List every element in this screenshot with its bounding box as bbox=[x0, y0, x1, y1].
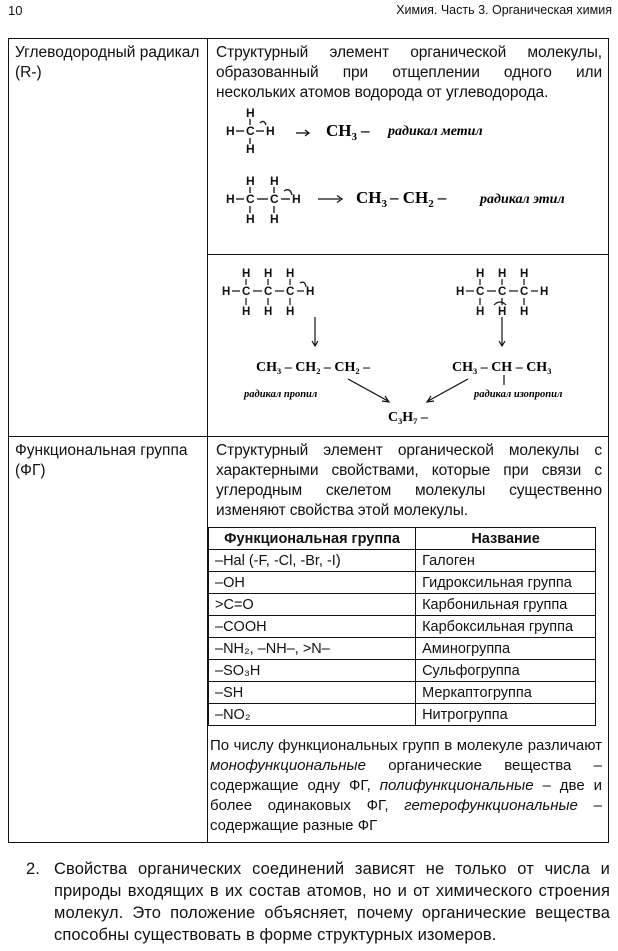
atom-c: C bbox=[242, 286, 251, 298]
fg-formula: >C=O bbox=[209, 594, 416, 616]
fg-formula: –SO₃H bbox=[209, 660, 416, 682]
numbered-paragraph bbox=[26, 858, 610, 946]
atom-h: H bbox=[270, 174, 279, 188]
note-term-poly: полифункциональные bbox=[379, 777, 534, 794]
atom-h: H bbox=[286, 306, 295, 318]
table-row bbox=[209, 638, 596, 660]
fg-name: Карбонильная группа bbox=[416, 594, 596, 616]
atom-h: H bbox=[246, 174, 255, 188]
col-group: Функциональная группа bbox=[209, 528, 416, 550]
table-row bbox=[209, 616, 596, 638]
isopropyl-name: радикал изопропил bbox=[474, 389, 563, 400]
definition-fg: Структурный элемент органической молекулы с характерными свойствами, которые при связи с углеродным скелетом молекулы существенно изменяют свойства этой молекулы. bbox=[216, 442, 602, 519]
atom-h: H bbox=[306, 286, 315, 298]
fg-formula: –NH₂, –NH–, >N– bbox=[209, 638, 416, 660]
table-row bbox=[209, 704, 596, 726]
methyl-ethyl-scheme bbox=[208, 103, 608, 253]
ethyl-name: радикал этил bbox=[480, 192, 565, 207]
atom-h: H bbox=[242, 306, 251, 318]
note-term-hetero: гетерофункциональные bbox=[404, 797, 578, 814]
c3h7-formula: C₃H₇ – bbox=[388, 410, 428, 425]
paragraph-number: 2. bbox=[26, 860, 40, 878]
note-text: – две и более одинаковых ФГ, bbox=[210, 777, 602, 814]
atom-c: C bbox=[246, 192, 255, 206]
note-text: органические вещества – содержащие одну ФГ, bbox=[210, 757, 602, 794]
atom-h: H bbox=[246, 212, 255, 226]
atom-c: C bbox=[246, 124, 255, 138]
propyl-formula: CH₃ – CH₂ – CH₂ – bbox=[256, 360, 371, 375]
fg-name: Карбоксильная группа bbox=[416, 616, 596, 638]
atom-c: C bbox=[264, 286, 273, 298]
table-row bbox=[209, 682, 596, 704]
fg-table-header bbox=[209, 528, 596, 550]
term-cell-fg bbox=[9, 437, 208, 843]
atom-h: H bbox=[520, 268, 529, 280]
definitions-table bbox=[8, 38, 609, 843]
table-row bbox=[209, 572, 596, 594]
fg-name: Галоген bbox=[416, 550, 596, 572]
fg-formula: –SH bbox=[209, 682, 416, 704]
propyl-name: радикал пропил bbox=[244, 389, 318, 400]
atom-h: H bbox=[476, 268, 485, 280]
fg-formula: –COOH bbox=[209, 616, 416, 638]
atom-h: H bbox=[540, 286, 549, 298]
atom-h: H bbox=[264, 268, 273, 280]
atom-h: H bbox=[246, 142, 255, 156]
atom-c: C bbox=[520, 286, 529, 298]
methyl-name: радикал метил bbox=[388, 124, 483, 139]
term-cell-radical bbox=[9, 39, 208, 437]
atom-c: C bbox=[270, 192, 279, 206]
fg-name: Нитрогруппа bbox=[416, 704, 596, 726]
atom-h: H bbox=[498, 306, 507, 318]
definition-cell-fg bbox=[208, 437, 609, 843]
definition-cell-radical bbox=[208, 39, 609, 255]
atom-h: H bbox=[456, 286, 465, 298]
methyl-formula: $CH_3$ – bbox=[326, 121, 370, 143]
paragraph-text: Свойства органических соединений зависят не только от числа и природы входящих в их состав атомов, но и от химического строения молекул. Это положение объясняет, почему органические вещества способны существовать в форме структурных изомеров. bbox=[54, 860, 610, 944]
fg-name: Меркаптогруппа bbox=[416, 682, 596, 704]
atom-c: C bbox=[286, 286, 295, 298]
isopropyl-formula: CH₃ – CH – CH₃ bbox=[452, 360, 552, 375]
running-title: Химия. Часть 3. Органическая химия bbox=[396, 3, 612, 17]
atom-h: H bbox=[226, 124, 235, 138]
fg-name: Гидроксильная группа bbox=[416, 572, 596, 594]
fg-note bbox=[208, 726, 608, 842]
atom-h: H bbox=[264, 306, 273, 318]
atom-h: H bbox=[242, 268, 251, 280]
table-row bbox=[209, 660, 596, 682]
note-text: – содержащие разные ФГ bbox=[210, 797, 603, 834]
atom-h: H bbox=[266, 124, 275, 138]
atom-h: H bbox=[226, 192, 235, 206]
atom-c: C bbox=[498, 286, 507, 298]
atom-h: H bbox=[476, 306, 485, 318]
atom-h: H bbox=[286, 268, 295, 280]
ethyl-formula: $CH_3 - CH_2$ – bbox=[356, 188, 447, 210]
atom-h: H bbox=[270, 212, 279, 226]
fg-formula: –OH bbox=[209, 572, 416, 594]
atom-c: C bbox=[476, 286, 485, 298]
fg-formula: –Hal (-F, -Cl, -Br, -I) bbox=[209, 550, 416, 572]
atom-h: H bbox=[246, 106, 255, 120]
page-number: 10 bbox=[8, 3, 23, 18]
col-name: Название bbox=[416, 528, 596, 550]
atom-h: H bbox=[292, 192, 301, 206]
page-header bbox=[4, 2, 614, 20]
fg-name: Сульфогруппа bbox=[416, 660, 596, 682]
fg-formula: –NO₂ bbox=[209, 704, 416, 726]
functional-groups-table bbox=[208, 527, 596, 726]
definition-radical: Структурный элемент органической молекулы, образованный при отщеплении одного или нескольких атомов водорода от углеводорода. bbox=[216, 44, 602, 101]
fg-name: Аминогруппа bbox=[416, 638, 596, 660]
term-radical: Углеводородный радикал (R-) bbox=[15, 44, 200, 81]
propyl-isopropyl-scheme bbox=[208, 255, 608, 435]
atom-h: H bbox=[498, 268, 507, 280]
note-term-mono: монофункциональные bbox=[210, 757, 366, 774]
table-row bbox=[209, 550, 596, 572]
atom-h: H bbox=[222, 286, 231, 298]
term-fg: Функциональная группа (ФГ) bbox=[15, 442, 188, 479]
atom-h: H bbox=[520, 306, 529, 318]
isomers-cell bbox=[208, 255, 609, 437]
table-row bbox=[209, 594, 596, 616]
note-text: По числу функциональных групп в молекуле различают bbox=[210, 737, 602, 754]
